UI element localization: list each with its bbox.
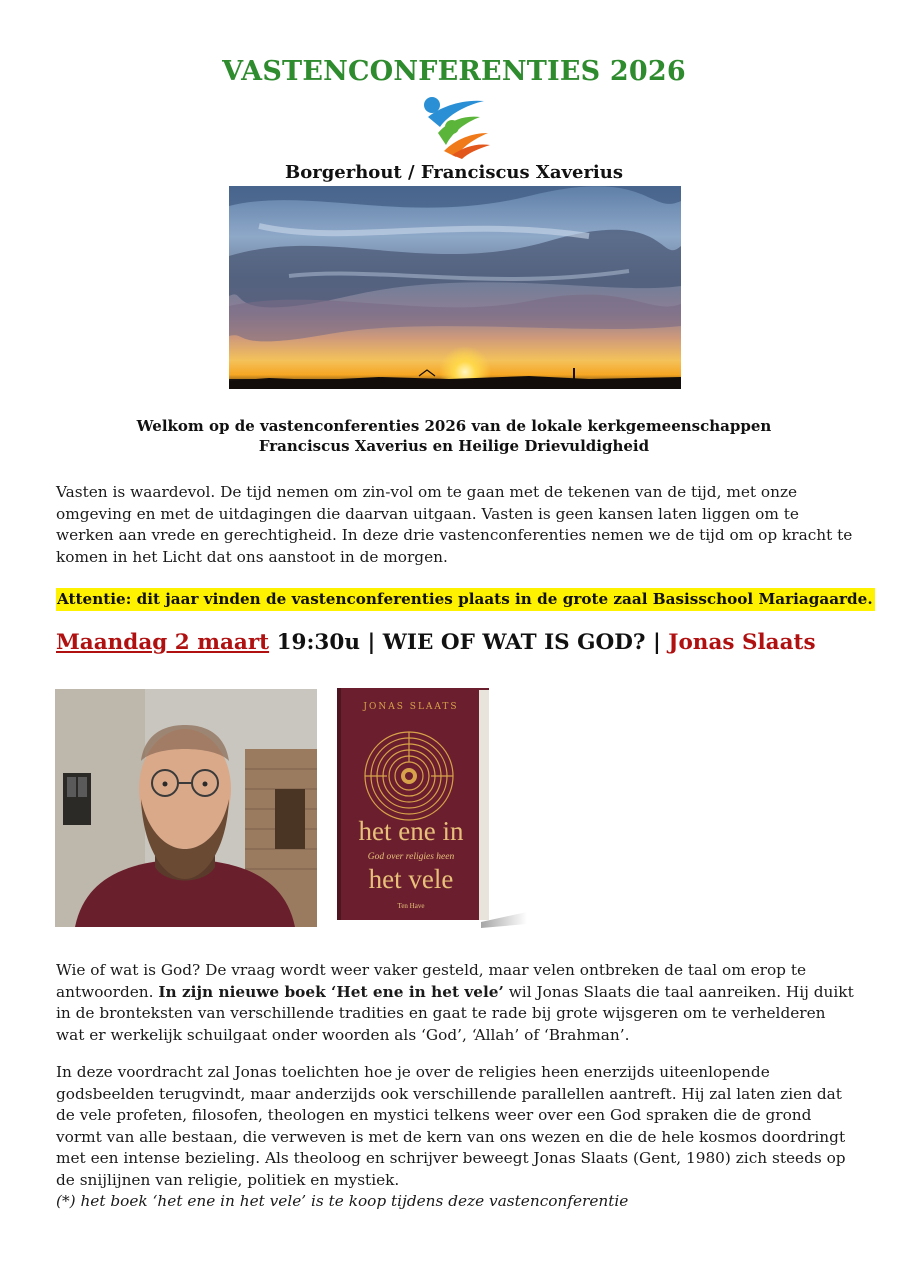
- book-paragraph-text-a: Wie of wat is God? De vraag wordt weer vaker gesteld, maar velen ontbreken de taal om erop te antwoorden.: [56, 961, 807, 1001]
- session-speaker: Jonas Slaats: [668, 630, 816, 655]
- page-title: VASTENCONFERENTIES 2026: [222, 56, 686, 87]
- welcome-line-1: Welkom op de vastenconferenties 2026 van de lokale kerkgemeenschappen: [136, 417, 772, 435]
- book-cover-image: [331, 684, 527, 928]
- welcome-line-2: Franciscus Xaverius en Heilige Drievuldigheid: [258, 437, 650, 455]
- lecture-paragraph: [56, 1062, 856, 1213]
- session-time-topic: 19:30u | WIE OF WAT IS GOD? |: [269, 630, 669, 655]
- book-publisher: Ten Have: [397, 902, 425, 910]
- book-paragraph-bold: In zijn nieuwe boek ‘Het ene in het vele’: [158, 982, 504, 1001]
- book-author: JONAS SLAATS: [363, 702, 459, 712]
- lecture-paragraph-text: In deze voordracht zal Jonas toelichten hoe je over de religies heen enerzijds uiteenlopende godsbeelden terugvindt, maar anderzijds ook verschillende parallellen aantreft. Hij zal laten zien dat de vele profeten, filosofen, theologen en mystici telkens weer over een God spraken die de grond vormt van alle bestaan, die verweven is met de kern van ons wezen en die de hele kosmos doordringt met een intense bezieling. Als theoloog en schrijver beweegt Jonas Slaats (Gent, 1980) zich steeds op de snijlijnen van religie, politiek en mystiek.: [56, 1063, 846, 1189]
- book-subtitle: God over religies heen: [367, 852, 455, 862]
- session-heading: [56, 630, 816, 655]
- book-paragraph: [56, 960, 856, 1046]
- attention-notice: Attentie: dit jaar vinden de vastenconferenties plaats in de grote zaal Basisschool Mariagaarde.: [56, 588, 875, 611]
- book-sale-note: (*) het boek ‘het ene in het vele’ is te koop tijdens deze vastenconferentie: [56, 1192, 629, 1210]
- book-title-line-1: het ene in: [358, 816, 464, 846]
- sunset-sky-photo: [229, 186, 681, 389]
- book-title-line-2: het vele: [368, 864, 454, 894]
- intro-paragraph: Vasten is waardevol. De tijd nemen om zin-vol om te gaan met de tekenen van de tijd, met onze omgeving en met de uitdagingen die daarvan uitgaan. Vasten is geen kansen laten liggen om te werken aan vrede en gerechtigheid. In deze drie vastenconferenties nemen we de tijd om op kracht te komen in het Licht dat ons aanstoot in de morgen.: [56, 483, 853, 566]
- welcome-heading: [0, 416, 908, 456]
- book-paragraph-text-b: wil Jonas Slaats die taal aanreiken. Hij duikt in de bronteksten van verschillende tradities en gaat te rade bij grote wijsgeren om te verhelderen wat er werkelijk schuilgaat onder woorden als ‘God’, ‘Allah’ of ‘Brahman’.: [56, 982, 854, 1044]
- location-heading: Borgerhout / Franciscus Xaverius: [285, 162, 623, 183]
- conference-logo: [418, 93, 492, 159]
- speaker-portrait-photo: [55, 689, 317, 927]
- session-date: Maandag 2 maart: [56, 630, 270, 655]
